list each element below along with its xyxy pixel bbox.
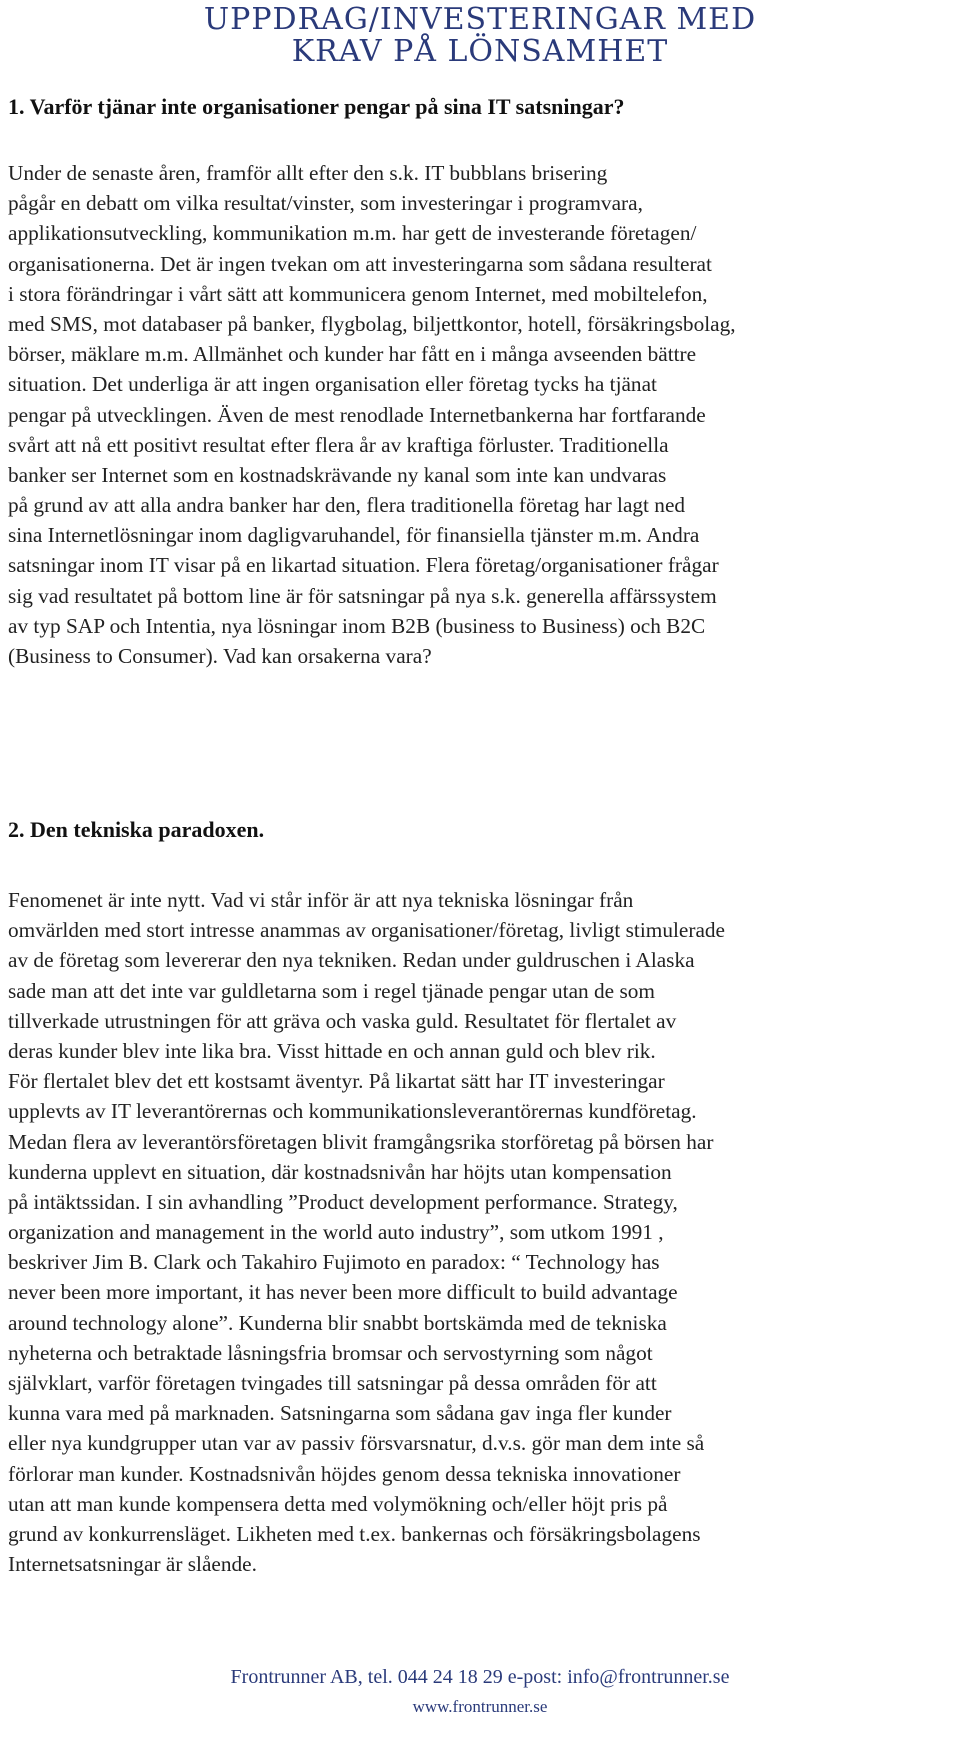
paragraph-line: utan att man kunde kompensera detta med volymökning och/eller höjt pris på (8, 1491, 668, 1516)
paragraph-line: Fenomenet är inte nytt. Vad vi står inför är att nya tekniska lösningar från (8, 888, 634, 912)
section-1-heading: 1. Varför tjänar inte organisationer pengar på sina IT satsningar? (8, 94, 625, 119)
paragraph-line: grund av konkurrensläget. Likheten med t.ex. bankernas och försäkringsbolagens (8, 1521, 701, 1546)
paragraph-line: sade man att det inte var guldletarna som i regel tjänade pengar utan de som (8, 978, 655, 1003)
paragraph-line: kunna vara med på marknaden. Satsningarna som sådana gav inga fler kunder (8, 1401, 672, 1426)
paragraph-line: satsningar inom IT visar på en likartad situation. Flera företag/organisationer frågar (8, 553, 719, 578)
paragraph-line: i stora förändringar i vårt sätt att kommunicera genom Internet, med mobiltelefon, (8, 281, 708, 306)
paragraph-line: deras kunder blev inte lika bra. Visst hittade en och annan guld och blev rik. (8, 1038, 656, 1063)
paragraph-line: på grund av att alla andra banker har den, flera traditionella företag har lagt ned (8, 493, 686, 518)
paragraph-line: med SMS, mot databaser på banker, flygbolag, biljettkontor, hotell, försäkringsbolag, (8, 311, 736, 336)
paragraph-line: förlorar man kunder. Kostnadsnivån höjdes genom dessa tekniska innovationer (8, 1461, 681, 1486)
paragraph-line: eller nya kundgrupper utan var av passiv försvarsnatur, d.v.s. gör man dem inte så (8, 1431, 705, 1456)
paragraph-line: pengar på utvecklingen. Även de mest renodlade Internetbankerna har fortfarande (8, 402, 706, 427)
paragraph-line: tillverkade utrustningen för att gräva och vaska guld. Resultatet för flertalet av (8, 1008, 677, 1033)
section-2-heading: 2. Den tekniska paradoxen. (8, 817, 265, 842)
paragraph-line: För flertalet blev det ett kostsamt äventyr. På likartat sätt har IT investeringar (8, 1069, 665, 1094)
paragraph-line: Internetsatsningar är slående. (8, 1552, 257, 1577)
paragraph-line: beskriver Jim B. Clark och Takahiro Fujimoto en paradox: “ Technology has (8, 1250, 660, 1275)
paragraph-line: around technology alone”. Kunderna blir snabbt bortskämda med de tekniska (8, 1310, 667, 1335)
paragraph-line: never been more important, it has never been more difficult to build advantage (8, 1280, 678, 1305)
paragraph-line: situation. Det underliga är att ingen organisation eller företag tycks ha tjänat (8, 372, 657, 397)
paragraph-line: av typ SAP och Intentia, nya lösningar inom B2B (business to Business) och B2C (8, 613, 706, 638)
paragraph-line: pågår en debatt om vilka resultat/vinster, som investeringar i programvara, (8, 191, 643, 216)
paragraph-line: på intäktssidan. I sin avhandling ”Product development performance. Strategy, (8, 1189, 678, 1214)
section-1-paragraph (8, 158, 958, 671)
paragraph-line: organization and management in the world auto industry”, som utkom 1991 , (8, 1220, 664, 1245)
document-title-line-2: KRAV PÅ LÖNSAMHET (291, 34, 669, 69)
paragraph-line: sig vad resultatet på bottom line är för satsningar på nya s.k. generella affärssystem (8, 583, 717, 608)
paragraph-line: nyheterna och betraktade låsningsfria bromsar och servostyrning som något (8, 1340, 653, 1365)
paragraph-line: av de företag som levererar den nya tekniken. Redan under guldruschen i Alaska (8, 948, 695, 973)
footer-website-link[interactable]: www.frontrunner.se (412, 1697, 548, 1716)
paragraph-line: upplevts av IT leverantörernas och kommunikationsleverantörernas kundföretag. (8, 1099, 697, 1124)
paragraph-line: Medan flera av leverantörsföretagen blivit framgångsrika storföretag på börsen har (8, 1129, 714, 1154)
paragraph-line: kunderna upplevt en situation, där kostnadsnivån har höjts utan kompensation (8, 1159, 672, 1184)
paragraph-line: organisationerna. Det är ingen tvekan om att investeringarna som sådana resulterat (8, 251, 712, 276)
paragraph-line: börser, mäklare m.m. Allmänhet och kunder har fått en i många avseenden bättre (8, 342, 697, 367)
paragraph-line: banker ser Internet som en kostnadskrävande ny kanal som inte kan undvaras (8, 462, 667, 487)
paragraph-line: (Business to Consumer). Vad kan orsakerna vara? (8, 644, 432, 668)
paragraph-line: Under de senaste åren, framför allt efter den s.k. IT bubblans brisering (8, 161, 608, 185)
paragraph-line: sina Internetlösningar inom dagligvaruhandel, för finansiella tjänster m.m. Andra (8, 523, 700, 548)
section-2-paragraph (8, 885, 958, 1579)
paragraph-line: applikationsutveckling, kommunikation m.m. har gett de investerande företagen/ (8, 221, 697, 246)
paragraph-line: svårt att nå ett positivt resultat efter flera år av kraftiga förluster. Traditionella (8, 432, 669, 457)
paragraph-line: omvärlden med stort intresse anammas av organisationer/företag, livligt stimulerade (8, 918, 725, 943)
footer-contact: Frontrunner AB, tel. 044 24 18 29 e-post: info@frontrunner.se (230, 1666, 730, 1688)
paragraph-line: självklart, varför företagen tvingades till satsningar på dessa områden för att (8, 1371, 657, 1395)
document-title-line-1: UPPDRAG/INVESTERINGAR MED (203, 2, 757, 37)
